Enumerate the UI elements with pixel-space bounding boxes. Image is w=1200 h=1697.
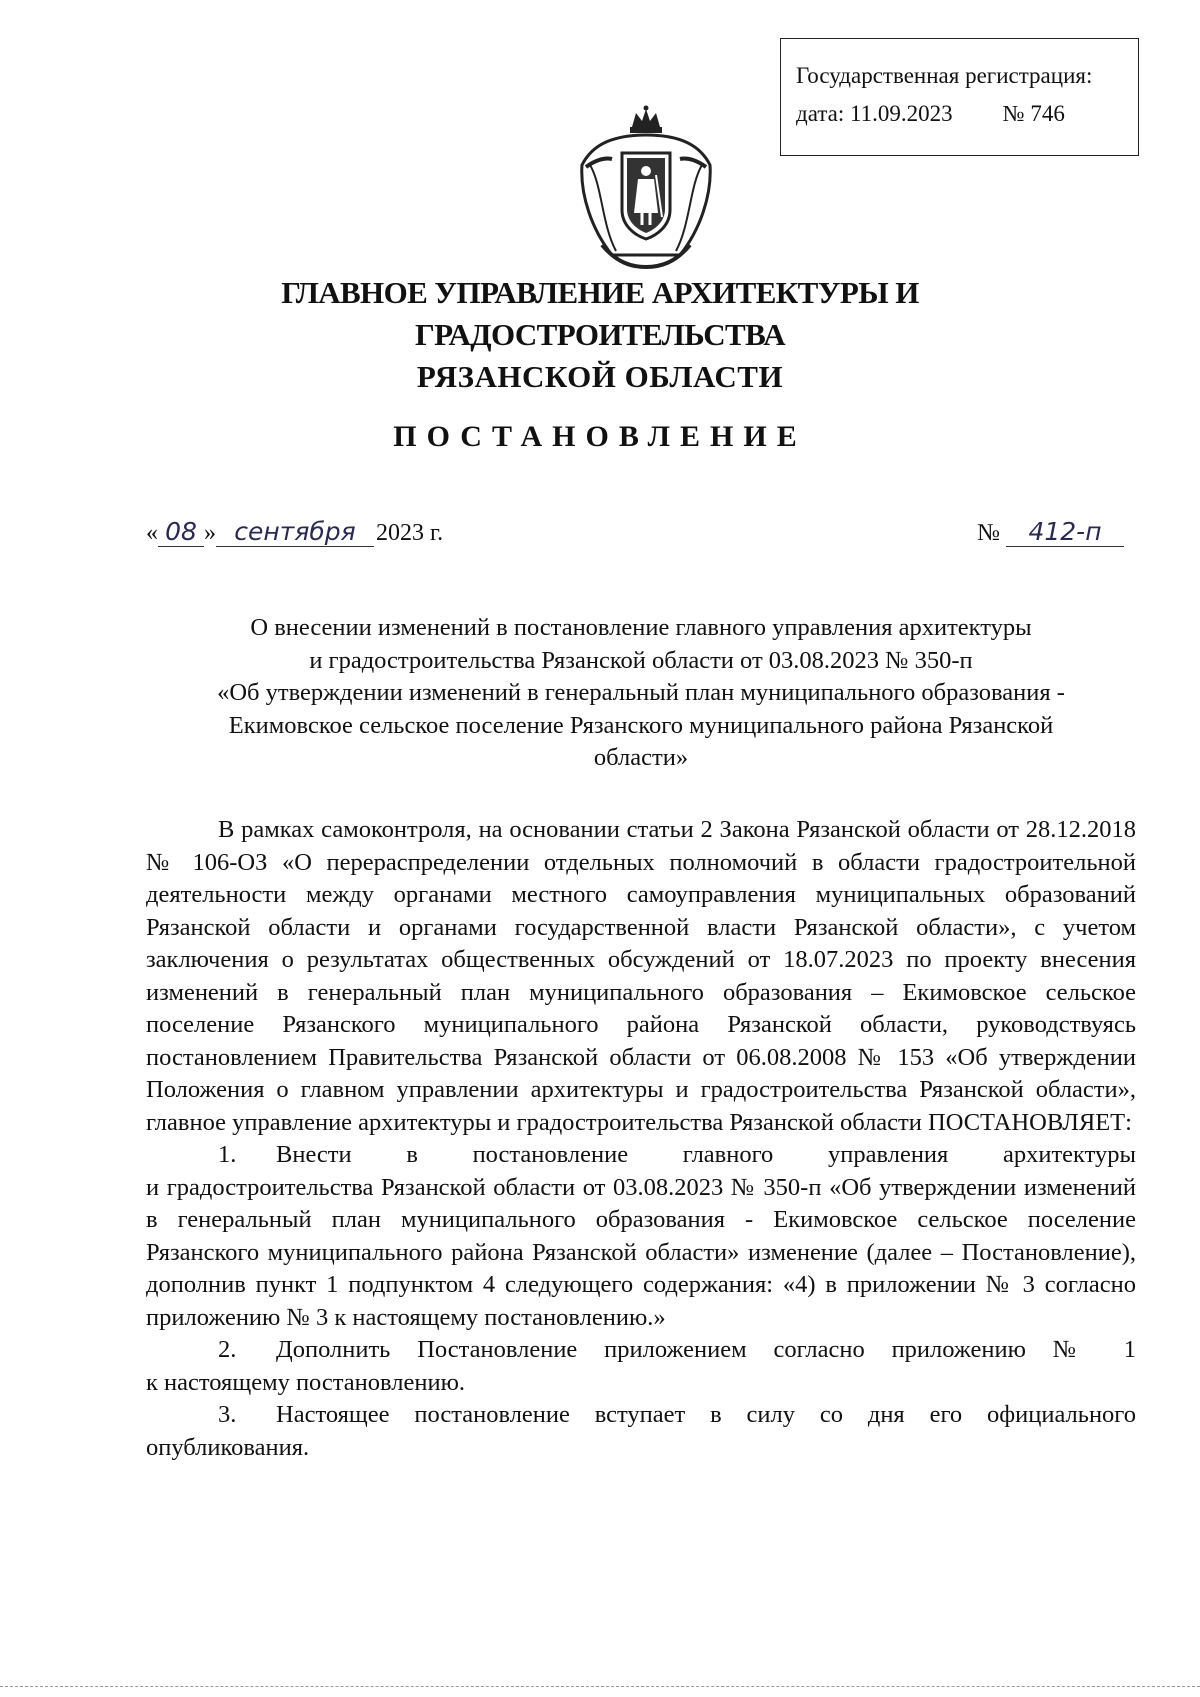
item-number: 2. xyxy=(218,1336,237,1363)
date-month: сентября xyxy=(216,517,374,547)
organization-title-line2: РЯЗАНСКОЙ ОБЛАСТИ xyxy=(416,359,784,394)
preamble-paragraph: В рамках самоконтроля, на основании статьи 2 Закона Рязанской области от 28.12.2018 № 106-ОЗ «О перераспределении отдельных полномочий в области градостроительной деятельности между органами местного самоуправления муниципальных образований Рязанской области и органами государственной власти Рязанской области», с учетом заключения о результатах общественных обсуждений от 18.07.2023 по проекту внесения изменений в генеральный план муниципального образования – Екимовское сельское поселение Рязанского муниципального района Рязанской области, руководствуясь постановлением Правительства Рязанской области от 06.08.2008 № 153 «Об утверждении Положения о главном управлении архитектуры и градостроительства Рязанской области», главное управление архитектуры и градостроительства Рязанской области ПОСТАНОВЛЯЕТ: xyxy=(146,816,1136,1136)
item-text-first-line: Настоящее постановление вступает в силу со дня его официального xyxy=(276,1401,1136,1428)
date-day: 08 xyxy=(158,517,204,547)
item-text-first-line: Дополнить Постановление приложением согласно приложению № 1 xyxy=(276,1336,1136,1363)
item-text-first-line: Внести в постановление главного управления архитектуры xyxy=(276,1141,1136,1168)
subject-line: Екимовское сельское поселение Рязанского муниципального района Рязанской xyxy=(228,711,1054,739)
item-text-continuation: и градостроительства Рязанской области от 03.08.2023 № 350-п «Об утверждении изменений в генеральный план муниципального образования - Екимовское сельское поселение Рязанского муниципального района Рязанской области» изменение (далее – Постановление), дополнив пункт 1 подпунктом 4 следующего содержания: «4) в приложении № 3 согласно приложению № 3 к настоящему постановлению.» xyxy=(146,1173,1136,1331)
date-close-quote: » xyxy=(204,520,216,546)
subject-line: «Об утверждении изменений в генеральный план муниципального образования - xyxy=(217,679,1065,706)
date-year: 2023 г. xyxy=(376,520,444,546)
registration-heading: Государственная регистрация: xyxy=(796,63,1093,88)
item-text-continuation: к настоящему постановлению. xyxy=(146,1368,466,1396)
document-date xyxy=(146,517,443,547)
document-subject xyxy=(146,612,1136,775)
date-open-quote: « xyxy=(146,520,158,546)
item-text-continuation: опубликования. xyxy=(146,1433,310,1461)
registration-details xyxy=(796,95,1138,133)
document-number-prefix: № xyxy=(977,520,1000,546)
scan-edge-line xyxy=(0,1686,1200,1687)
coat-of-arms-icon xyxy=(572,105,720,270)
resolution-item-2 xyxy=(146,1334,1136,1367)
organization-title xyxy=(100,272,1100,398)
item-number: 1. xyxy=(218,1141,237,1168)
document-body xyxy=(146,814,1136,1464)
document-number xyxy=(977,517,1124,547)
subject-line: области» xyxy=(593,744,689,771)
subject-line: О внесении изменений в постановление главного управления архитектуры xyxy=(250,614,1032,641)
resolution-item-1 xyxy=(146,1139,1136,1172)
document-type-title: ПОСТАНОВЛЕНИЕ xyxy=(393,420,807,453)
registration-number: № 746 xyxy=(1002,101,1065,126)
registration-stamp xyxy=(780,38,1139,156)
organization-title-line1: ГЛАВНОЕ УПРАВЛЕНИЕ АРХИТЕКТУРЫ И ГРАДОСТРОИТЕЛЬСТВА xyxy=(281,275,919,352)
document-number-value: 412-п xyxy=(1006,517,1124,547)
subject-line: и градостроительства Рязанской области от 03.08.2023 № 350-п xyxy=(309,646,973,674)
resolution-item-3 xyxy=(146,1399,1136,1432)
item-number: 3. xyxy=(218,1401,237,1428)
registration-date: дата: 11.09.2023 xyxy=(796,101,953,126)
